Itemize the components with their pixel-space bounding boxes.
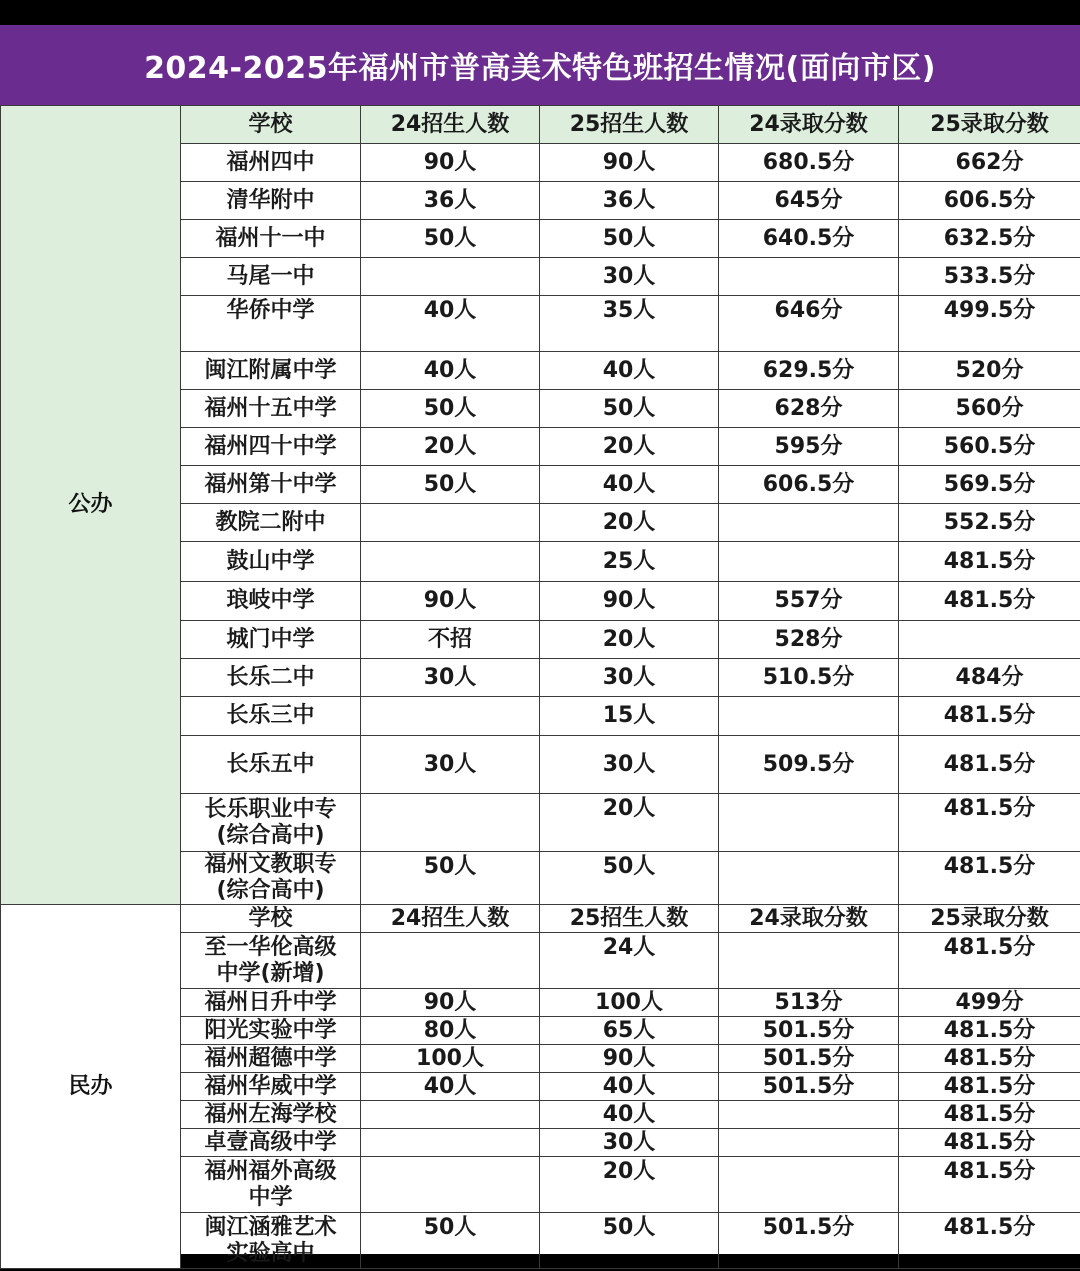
score-2025-cell: 481.5分 [899,1213,1080,1269]
score-2024-cell: 595分 [719,428,899,466]
enroll-2024-cell: 40人 [361,296,540,352]
score-2025-cell: 481.5分 [899,542,1080,582]
enroll-2024-cell: 40人 [361,1073,540,1101]
score-2025-cell: 552.5分 [899,504,1080,542]
enroll-2025-cell: 30人 [540,258,719,296]
header-score-2025: 25录取分数 [899,106,1080,144]
score-2025-cell: 481.5分 [899,582,1080,621]
score-2024-cell: 606.5分 [719,466,899,504]
header-enroll-2024: 24招生人数 [361,905,540,933]
score-2025-cell [899,621,1080,659]
school-cell: 福州十五中学 [181,390,361,428]
score-2024-cell [719,258,899,296]
school-cell: 闽江涵雅艺术 实验高中 [181,1213,361,1269]
header-enroll-2025: 25招生人数 [540,905,719,933]
school-cell: 长乐二中 [181,659,361,697]
enroll-2024-cell: 40人 [361,352,540,390]
score-2025-cell: 560.5分 [899,428,1080,466]
enroll-2024-cell: 50人 [361,390,540,428]
table-title: 2024-2025年福州市普高美术特色班招生情况(面向市区) [0,25,1080,105]
header-enroll-2025: 25招生人数 [540,106,719,144]
enrollment-table [0,105,1080,1269]
enroll-2024-cell [361,504,540,542]
score-2025-cell: 484分 [899,659,1080,697]
school-cell: 福州福外高级 中学 [181,1157,361,1213]
header-row [1,106,1080,144]
school-cell: 福州文教职专 (综合高中) [181,852,361,905]
enroll-2025-cell: 20人 [540,621,719,659]
header-score-2024: 24录取分数 [719,106,899,144]
score-2025-cell: 481.5分 [899,1045,1080,1073]
score-2025-cell: 533.5分 [899,258,1080,296]
header-school: 学校 [181,905,361,933]
score-2025-cell: 481.5分 [899,852,1080,905]
enroll-2024-cell: 30人 [361,736,540,794]
school-cell: 福州四十中学 [181,428,361,466]
score-2025-cell: 662分 [899,144,1080,182]
enroll-2024-cell [361,697,540,736]
enroll-2025-cell: 90人 [540,1045,719,1073]
school-cell: 长乐五中 [181,736,361,794]
enroll-2025-cell: 15人 [540,697,719,736]
school-cell: 长乐三中 [181,697,361,736]
enroll-2025-cell: 65人 [540,1017,719,1045]
school-cell: 教院二附中 [181,504,361,542]
score-2025-cell: 560分 [899,390,1080,428]
score-2024-cell: 510.5分 [719,659,899,697]
enroll-2024-cell: 30人 [361,659,540,697]
enroll-2025-cell: 100人 [540,989,719,1017]
header-enroll-2024: 24招生人数 [361,106,540,144]
score-2024-cell: 509.5分 [719,736,899,794]
score-2025-cell: 499.5分 [899,296,1080,352]
enroll-2024-cell: 不招 [361,621,540,659]
score-2024-cell: 640.5分 [719,220,899,258]
score-2025-cell: 481.5分 [899,1073,1080,1101]
school-cell: 福州四中 [181,144,361,182]
enroll-2024-cell [361,1157,540,1213]
school-cell: 华侨中学 [181,296,361,352]
enroll-2025-cell: 50人 [540,852,719,905]
enroll-2025-cell: 20人 [540,504,719,542]
score-2025-cell: 520分 [899,352,1080,390]
score-2025-cell: 569.5分 [899,466,1080,504]
school-cell: 闽江附属中学 [181,352,361,390]
score-2024-cell [719,794,899,852]
score-2024-cell: 501.5分 [719,1017,899,1045]
score-2025-cell: 632.5分 [899,220,1080,258]
enroll-2024-cell [361,1101,540,1129]
score-2025-cell: 499分 [899,989,1080,1017]
enroll-2025-cell: 30人 [540,736,719,794]
score-2025-cell: 606.5分 [899,182,1080,220]
enroll-2024-cell: 90人 [361,989,540,1017]
score-2024-cell [719,1101,899,1129]
enroll-2024-cell [361,794,540,852]
enroll-2024-cell: 100人 [361,1045,540,1073]
enroll-2025-cell: 20人 [540,428,719,466]
score-2024-cell: 501.5分 [719,1073,899,1101]
school-cell: 马尾一中 [181,258,361,296]
school-cell: 清华附中 [181,182,361,220]
score-2024-cell: 513分 [719,989,899,1017]
enroll-2025-cell: 20人 [540,794,719,852]
enroll-2025-cell: 35人 [540,296,719,352]
enroll-2024-cell [361,1129,540,1157]
enroll-2024-cell: 50人 [361,466,540,504]
school-cell: 福州华威中学 [181,1073,361,1101]
score-2025-cell: 481.5分 [899,1017,1080,1045]
score-2025-cell: 481.5分 [899,933,1080,989]
enroll-2025-cell: 30人 [540,659,719,697]
enroll-2025-cell: 40人 [540,466,719,504]
enroll-2024-cell: 90人 [361,144,540,182]
enroll-2024-cell: 90人 [361,582,540,621]
score-2024-cell [719,504,899,542]
score-2024-cell: 557分 [719,582,899,621]
school-cell: 鼓山中学 [181,542,361,582]
score-2024-cell [719,1157,899,1213]
score-2024-cell: 645分 [719,182,899,220]
enroll-2025-cell: 90人 [540,582,719,621]
score-2024-cell [719,697,899,736]
header-row [1,905,1080,933]
enroll-2025-cell: 50人 [540,390,719,428]
score-2024-cell: 501.5分 [719,1045,899,1073]
header-school: 学校 [181,106,361,144]
enroll-2024-cell [361,258,540,296]
score-2025-cell: 481.5分 [899,1157,1080,1213]
school-cell: 福州第十中学 [181,466,361,504]
enroll-2024-cell: 36人 [361,182,540,220]
enroll-2024-cell: 80人 [361,1017,540,1045]
score-2024-cell: 528分 [719,621,899,659]
enroll-2025-cell: 40人 [540,352,719,390]
enroll-2025-cell: 50人 [540,1213,719,1269]
score-2025-cell: 481.5分 [899,794,1080,852]
enroll-2025-cell: 90人 [540,144,719,182]
score-2024-cell: 646分 [719,296,899,352]
school-cell: 琅岐中学 [181,582,361,621]
enroll-2025-cell: 40人 [540,1073,719,1101]
score-2025-cell: 481.5分 [899,736,1080,794]
score-2025-cell: 481.5分 [899,697,1080,736]
enroll-2025-cell: 30人 [540,1129,719,1157]
enroll-2025-cell: 40人 [540,1101,719,1129]
school-cell: 福州左海学校 [181,1101,361,1129]
score-2024-cell: 680.5分 [719,144,899,182]
category-cell: 公办 [1,106,181,905]
score-2024-cell [719,933,899,989]
header-score-2024: 24录取分数 [719,905,899,933]
enroll-2024-cell: 50人 [361,852,540,905]
enroll-2025-cell: 24人 [540,933,719,989]
enroll-2024-cell: 50人 [361,220,540,258]
score-2024-cell: 501.5分 [719,1213,899,1269]
header-score-2025: 25录取分数 [899,905,1080,933]
school-cell: 卓壹高级中学 [181,1129,361,1157]
score-2024-cell: 629.5分 [719,352,899,390]
category-cell: 民办 [1,905,181,1269]
enroll-2025-cell: 36人 [540,182,719,220]
enroll-2024-cell [361,542,540,582]
enroll-2024-cell: 20人 [361,428,540,466]
school-cell: 福州十一中 [181,220,361,258]
score-2024-cell [719,542,899,582]
score-2025-cell: 481.5分 [899,1129,1080,1157]
enroll-2024-cell [361,933,540,989]
score-2025-cell: 481.5分 [899,1101,1080,1129]
school-cell: 阳光实验中学 [181,1017,361,1045]
school-cell: 城门中学 [181,621,361,659]
document-frame [0,25,1080,1266]
score-2024-cell [719,1129,899,1157]
school-cell: 长乐职业中专 (综合高中) [181,794,361,852]
school-cell: 至一华伦高级 中学(新增) [181,933,361,989]
enroll-2025-cell: 50人 [540,220,719,258]
enroll-2025-cell: 25人 [540,542,719,582]
school-cell: 福州超德中学 [181,1045,361,1073]
enroll-2025-cell: 20人 [540,1157,719,1213]
score-2024-cell [719,852,899,905]
school-cell: 福州日升中学 [181,989,361,1017]
score-2024-cell: 628分 [719,390,899,428]
enroll-2024-cell: 50人 [361,1213,540,1269]
